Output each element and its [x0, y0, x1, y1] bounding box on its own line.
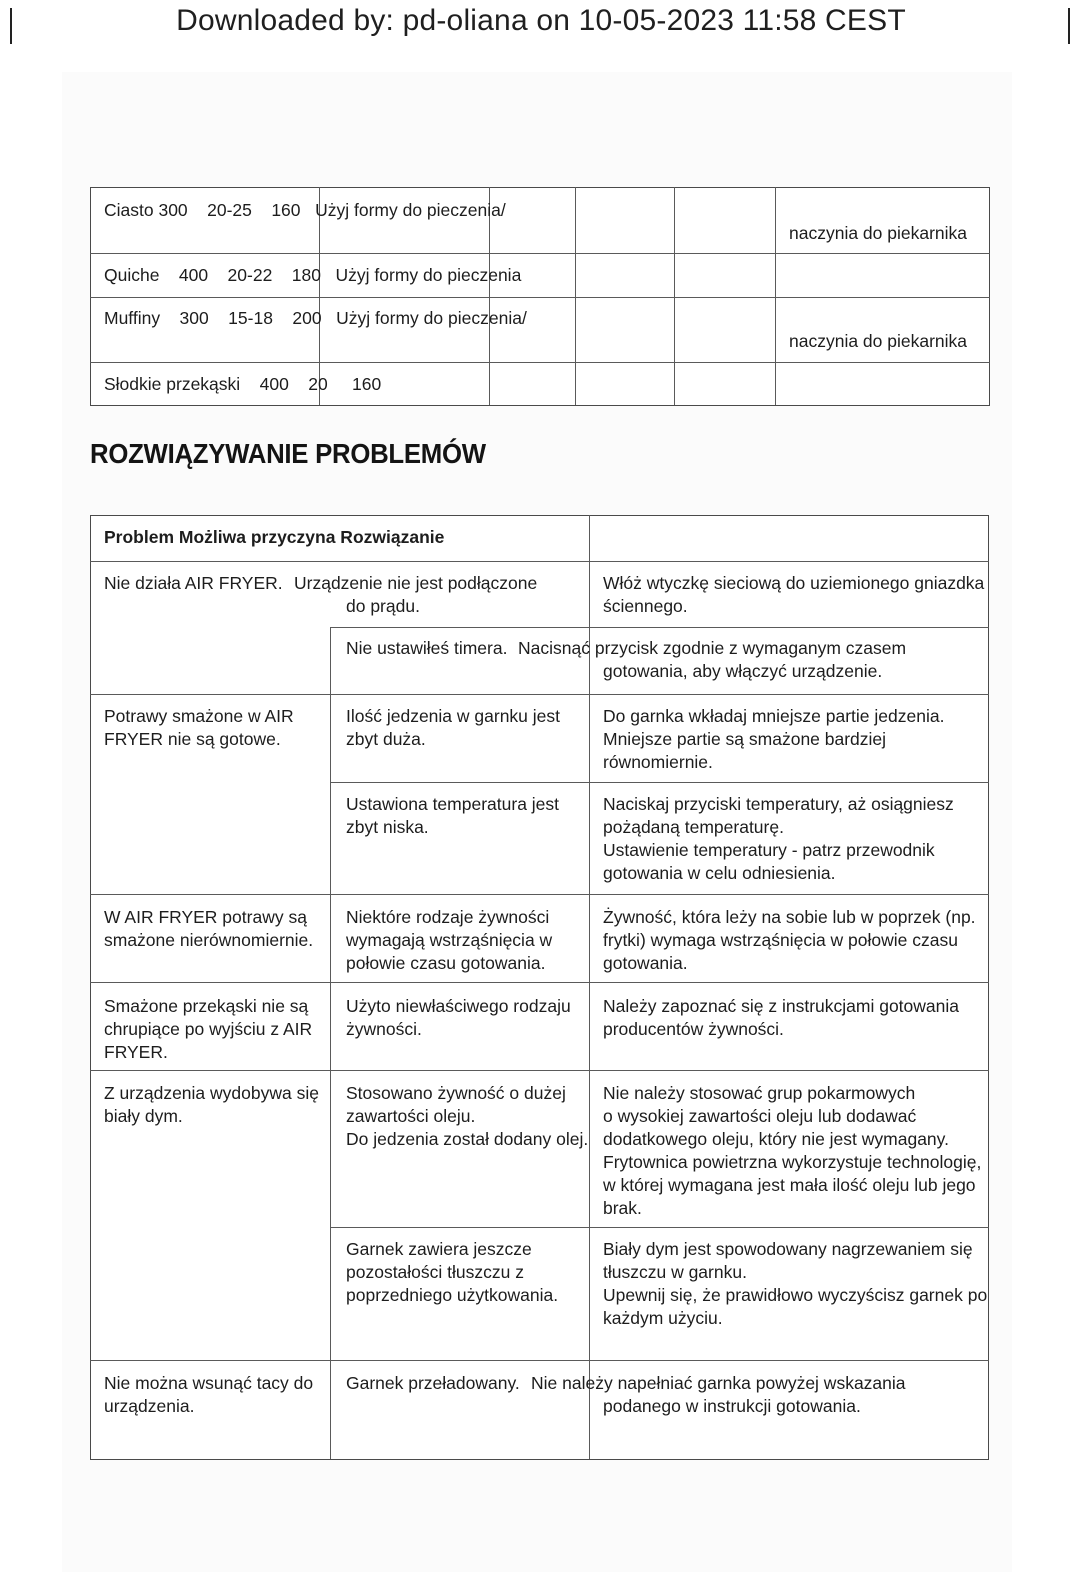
recipe-col-divider: [575, 187, 576, 405]
solution-shake-food: Żywność, która leży na sobie lub w poprzek (np. frytki) wymaga wstrząśnięcia w połowie czasu gotowania.: [603, 907, 976, 973]
recipe-row-muffins-note: naczynia do piekarnika: [789, 331, 968, 351]
cause-too-much-food: Ilość jedzenia w garnku jest zbyt duża.: [346, 706, 560, 749]
problem-not-working: Nie działa AIR FRYER.: [104, 573, 283, 593]
cause-needs-shaking: Niektóre rodzaje żywności wymagają wstrząśnięcia w połowie czasu gotowania.: [346, 907, 553, 973]
recipe-col-divider: [775, 187, 776, 405]
cause-oily-food: Stosowano żywność o dużej zawartości oleju. Do jedzenia został dodany olej.: [346, 1083, 589, 1149]
solution-clean-basket: Biały dym jest spowodowany nagrzewaniem się tłuszczu w garnku. Upewnij się, że prawidłowo wyczyścisz garnek po każdym użyciu.: [603, 1239, 988, 1328]
table-row-divider: [90, 1360, 989, 1361]
solution-smaller-batches: Do garnka wkładaj mniejsze partie jedzenia. Mniejsze partie są smażone bardziej równomiernie.: [603, 706, 945, 772]
solution-read-instructions: Należy zapoznać się z instrukcjami gotowania producentów żywności.: [603, 996, 959, 1039]
table-row-divider: [331, 1227, 989, 1228]
solution-raise-temp: Naciskaj przyciski temperatury, aż osiągniesz pożądaną temperaturę. Ustawienie temperatury - patrz przewodnik gotowania w celu odniesienia.: [603, 794, 954, 883]
table-header: Problem Możliwa przyczyna Rozwiązanie: [104, 527, 445, 547]
table-row-divider: [331, 627, 989, 628]
cause-no-timer: Nie ustawiłeś timera.: [346, 638, 508, 658]
solution-plug-in: Włóż wtyczkę sieciową do uziemionego gniazdka ściennego.: [603, 573, 985, 616]
download-watermark: Downloaded by: pd-oliana on 10-05-2023 11:58 CEST: [176, 4, 906, 37]
recipe-row-divider: [90, 297, 990, 298]
table-row-divider: [90, 561, 989, 562]
solution-avoid-oil: Nie należy stosować grup pokarmowych o wysokiej zawartości oleju lub dodawać dodatkowego oleju, który nie jest wymagany. Frytownica powietrzna wykorzystuje technologię, w której wymagana jest mała ilość oleju lub jego brak.: [603, 1083, 982, 1218]
problem-tray-stuck: Nie można wsunąć tacy do urządzenia.: [104, 1373, 314, 1416]
problem-not-crispy: Smażone przekąski nie są chrupiące po wyjściu z AIR FRYER.: [104, 996, 313, 1062]
recipe-row-cake-note: naczynia do piekarnika: [789, 223, 968, 243]
cause-wrong-food: Użyto niewłaściwego rodzaju żywności.: [346, 996, 571, 1039]
solution-press-button: Nacisnąć przycisk zgodnie z wymaganym czasem: [518, 638, 907, 658]
recipe-col-divider: [674, 187, 675, 405]
cause-grease-residue: Garnek zawiera jeszcze pozostałości tłuszczu z poprzedniego użytkowania.: [346, 1239, 559, 1305]
table-row-divider: [90, 894, 989, 895]
section-heading-troubleshooting: ROZWIĄZYWANIE PROBLEMÓW: [90, 438, 486, 469]
cause-not-plugged: Urządzenie nie jest podłączone: [294, 573, 538, 593]
recipe-row-divider: [90, 253, 990, 254]
recipe-row-cake: Ciasto 300 20-25 160 Użyj formy do pieczenia/: [104, 200, 506, 220]
table-row-divider: [331, 782, 989, 783]
recipe-row-divider: [90, 362, 990, 363]
table-row-divider: [90, 982, 989, 983]
solution-dont-overfill: Nie należy napełniać garnka powyżej wskazania: [531, 1373, 906, 1393]
problem-white-smoke: Z urządzenia wydobywa się biały dym.: [104, 1083, 319, 1126]
table-col-divider: [330, 627, 331, 1459]
cause-not-plugged-cont: do prądu.: [346, 596, 420, 616]
recipe-row-quiche: Quiche 400 20-22 180 Użyj formy do pieczenia: [104, 265, 522, 285]
problem-uneven-frying: W AIR FRYER potrawy są smażone nierównomiernie.: [104, 907, 314, 950]
solution-dont-overfill-cont: podanego w instrukcji gotowania.: [603, 1396, 861, 1416]
recipe-row-muffins: Muffiny 300 15-18 200 Użyj formy do pieczenia/: [104, 308, 527, 328]
table-row-divider: [90, 694, 989, 695]
recipe-row-sweet-snacks: Słodkie przekąski 400 20 160: [104, 374, 382, 394]
solution-press-button-cont: gotowania, aby włączyć urządzenie.: [603, 661, 883, 681]
cause-temp-too-low: Ustawiona temperatura jest zbyt niska.: [346, 794, 560, 837]
table-row-divider: [90, 1070, 989, 1071]
cause-overloaded: Garnek przeładowany.: [346, 1373, 520, 1393]
problem-not-cooked: Potrawy smażone w AIR FRYER nie są gotowe.: [104, 706, 294, 749]
